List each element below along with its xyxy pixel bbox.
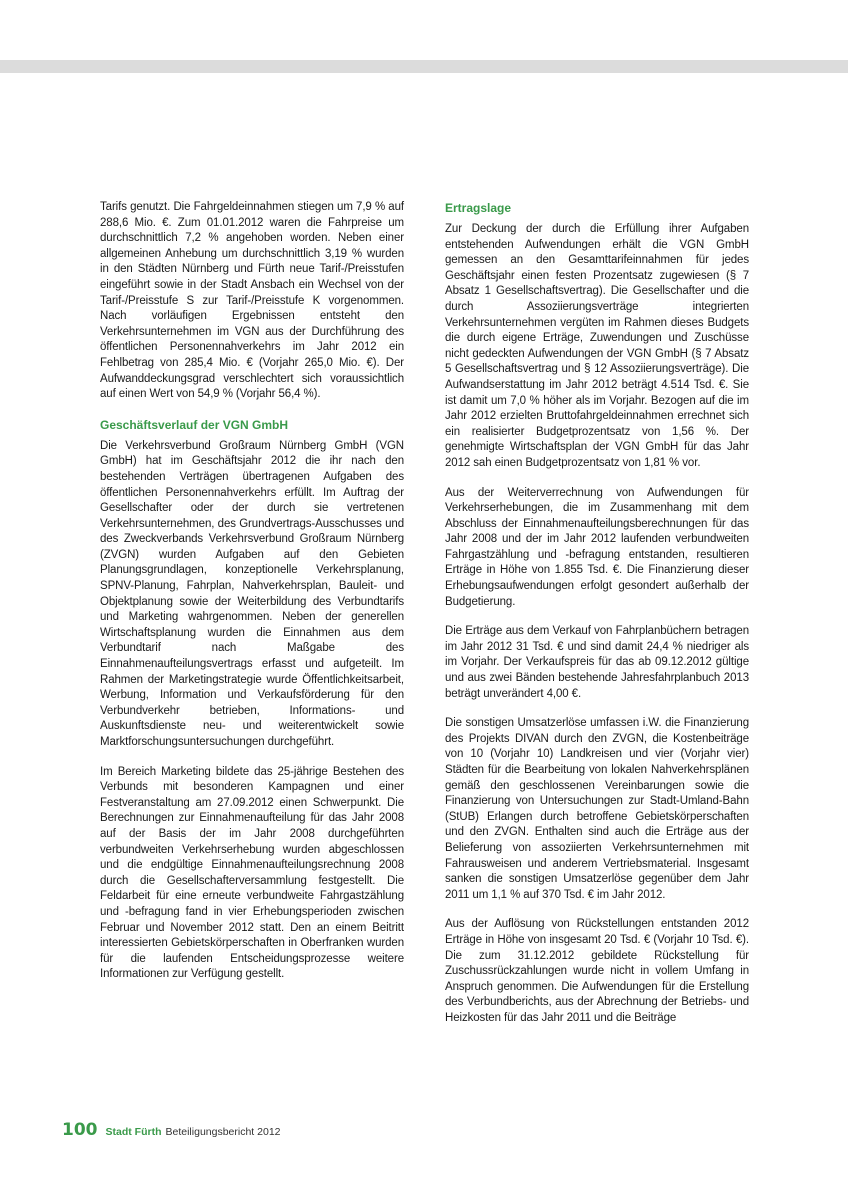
page-number: 100: [62, 1120, 98, 1140]
right-paragraph-4: Die sonstigen Umsatzerlöse umfassen i.W. die Finanzierung des Projekts DIVAN durch den ZVGN, die Kostenbeiträge von 10 (Vorjahr 10) Landkreisen und vier (Vorjahr vier) Städten für die Bearbeitung von lokalen Nahverkehrsplänen gemäß den geschlossenen Vereinbarungen sowie die Finanzierung von Untersuchungen zur Stadt-Umland-Bahn (StUB) Erlangen durch betroffene Gebietskörperschaften und den ZVGN. Enthalten sind auch die Erträge aus der Belieferung von assoziierten Verkehrsunternehmen mit Fahrausweisen und anderem Vertriebsmaterial. Insgesamt sanken die sonstigen Umsatzerlöse gegenüber dem Jahr 2011 um 1,1 % auf 370 Tsd. € im Jahr 2012.: [445, 717, 749, 901]
footer-document-title: Beteiligungsbericht 2012: [165, 1126, 281, 1138]
section-heading-geschaeftsverlauf: Geschäftsverlauf der VGN GmbH: [100, 417, 289, 432]
section-heading-ertragslage: Ertragslage: [445, 201, 512, 215]
right-paragraph-3: Die Erträge aus dem Verkauf von Fahrplanbüchern betragen im Jahr 2012 31 Tsd. € und sind damit 24,4 % niedriger als im Vorjahr. Der Verkaufspreis für das ab 09.12.2012 gültige und aus zwei Bänden bestehende Jahresfahrplanbuch 2013 beträgt unverändert 4,00 €.: [445, 625, 749, 700]
header-bar: [0, 60, 848, 73]
footer-city: Stadt Fürth: [105, 1126, 162, 1138]
left-paragraph-2: Die Verkehrsverbund Großraum Nürnberg GmbH (VGN GmbH) hat im Geschäftsjahr 2012 die ihr nach den bestehenden Verträgen übertragenen Aufgaben des öffentlichen Personennahverkehrs erfüllt. Im Auftrag der Gesellschafter oder der durch sie vertretenen Verkehrsunternehmen, des Grundvertrags-Ausschusses und des Zweckverbands Verkehrsverbund Großraum Nürnberg (ZVGN) wurden Aufgaben auf den Gebieten Planungsgrundlagen, konzeptionelle Verkehrsplanung, SPNV-Planung, Fahrplan, Nahverkehrsplan, Bauleit- und Objektplanung sowie der Weiterbildung des Verbundtarifs und Marketing wahrgenommen. Neben der generellen Wirtschaftsplanung wurden die Einnahmen aus dem Verbundtarif nach Maßgabe des Einnahmenaufteilungsvertrags erfasst und aufgeteilt. Im Rahmen der Marketingstrategie wurde Öffentlichkeitsarbeit, Werbung, Information und Verkaufsförderung für den Verbundverkehr betrieben, Informations- und Auskunftsdienste neu- und weiterentwickelt sowie Marktforschungsuntersuchungen durchgeführt.: [100, 439, 404, 748]
right-paragraph-2: Aus der Weiterverrechnung von Aufwendungen für Verkehrserhebungen, die im Zusammenhang mit dem Abschluss der Einnahmenaufteilungsberechnungen für das Jahr 2008 und der im Jahr 2012 laufenden verbundweiten Fahrgastzählung und -befragung entstanden, resultieren Erträge in Höhe von 1.855 Tsd. €. Die Finanzierung dieser Erhebungsaufwendungen erfolgt gesondert außerhalb der Budgetierung.: [445, 486, 749, 608]
left-paragraph-1: Tarifs genutzt. Die Fahrgeldeinnahmen stiegen um 7,9 % auf 288,6 Mio. €. Zum 01.01.2012 waren die Fahrpreise um durchschnittlich 7,2 % angehoben worden. Neben einer allgemeinen Anhebung um durchschnittlich 3,19 % wurden in den Städten Nürnberg und Fürth neue Tarif-/Preisstufen eingeführt sowie in der Stadt Ansbach ein Wechsel von der Tarif-/Preisstufe S zur Tarif-/Preisstufe K vorgenommen. Nach vorläufigen Ergebnissen entsteht den Verkehrsunternehmen im VGN aus der Durchführung des öffentlichen Personennahverkehrs im Jahr 2012 ein Fehlbetrag von 285,4 Mio. € (Vorjahr 265,0 Mio. €). Der Aufwanddeckungsgrad verschlechtert sich voraussichtlich auf einen Wert von 54,9 % (Vorjahr 56,4 %).: [100, 201, 404, 401]
page-footer: [62, 1120, 281, 1140]
right-column: [445, 200, 749, 1041]
right-paragraph-1: Zur Deckung der durch die Erfüllung ihrer Aufgaben entstehenden Aufwendungen erhält die VGN GmbH gemessen an den Gesamttarifeinnahmen für jedes Geschäftsjahr einen festen Prozentsatz zugewiesen (§ 7 Absatz 1 Gesellschaftsvertrag). Die Gesellschafter und die durch Assoziierungsverträge integrierten Verkehrsunternehmen vergüten im Rahmen dieses Budgets die durch eigene Erträge, Zuwendungen und Zuschüsse nicht gedeckten Aufwendungen der VGN GmbH (§ 7 Absatz 5 Gesellschaftsvertrag und § 12 Assoziierungsverträge). Die Aufwandserstattung im Jahr 2012 beträgt 4.514 Tsd. €. Sie ist damit um 7,0 % höher als im Vorjahr. Bezogen auf die im Jahr 2012 erzielten Bruttofahrgeldeinnahmen errechnet sich ein realisierter Budgetprozentsatz von 1,56 %. Der genehmigte Wirtschaftsplan der VGN GmbH für das Jahr 2012 sah einen Budgetprozentsatz von 1,81 % vor.: [445, 223, 749, 469]
left-column: [100, 200, 404, 997]
left-paragraph-3: Im Bereich Marketing bildete das 25-jährige Bestehen des Verbunds mit besonderen Kampagnen und einer Festveranstaltung am 27.09.2012 einen Schwerpunkt. Die Berechnungen zur Einnahmenaufteilung für das Jahr 2008 auf der Basis der im Jahr 2008 durchgeführten verbundweiten Verkehrserhebung wurden abgeschlossen und die endgültige Einnahmenaufteilungsrechnung 2008 durch die Gesellschafterversammlung festgestellt. Die Feldarbeit für eine erneute verbundweite Fahrgastzählung und -befragung fand in vier Erhebungsperioden zwischen Februar und November 2012 statt. Den an einem Beitritt interessierten Gebietskörperschaften in Oberfranken wurden für die laufenden Entscheidungsprozesse weitere Informationen zur Verfügung gestellt.: [100, 765, 404, 981]
right-paragraph-5: Aus der Auflösung von Rückstellungen entstanden 2012 Erträge in Höhe von insgesamt 20 Tsd. € (Vorjahr 10 Tsd. €). Die zum 31.12.2012 gebildete Rückstellung für Zuschussrückzahlungen wurde nicht in vollem Umfang in Anspruch genommen. Die Aufwendungen für die Erstellung des Verbundberichts, aus der Abrechnung der Betriebs- und Heizkosten für das Jahr 2011 und die Beiträge: [445, 918, 749, 1024]
